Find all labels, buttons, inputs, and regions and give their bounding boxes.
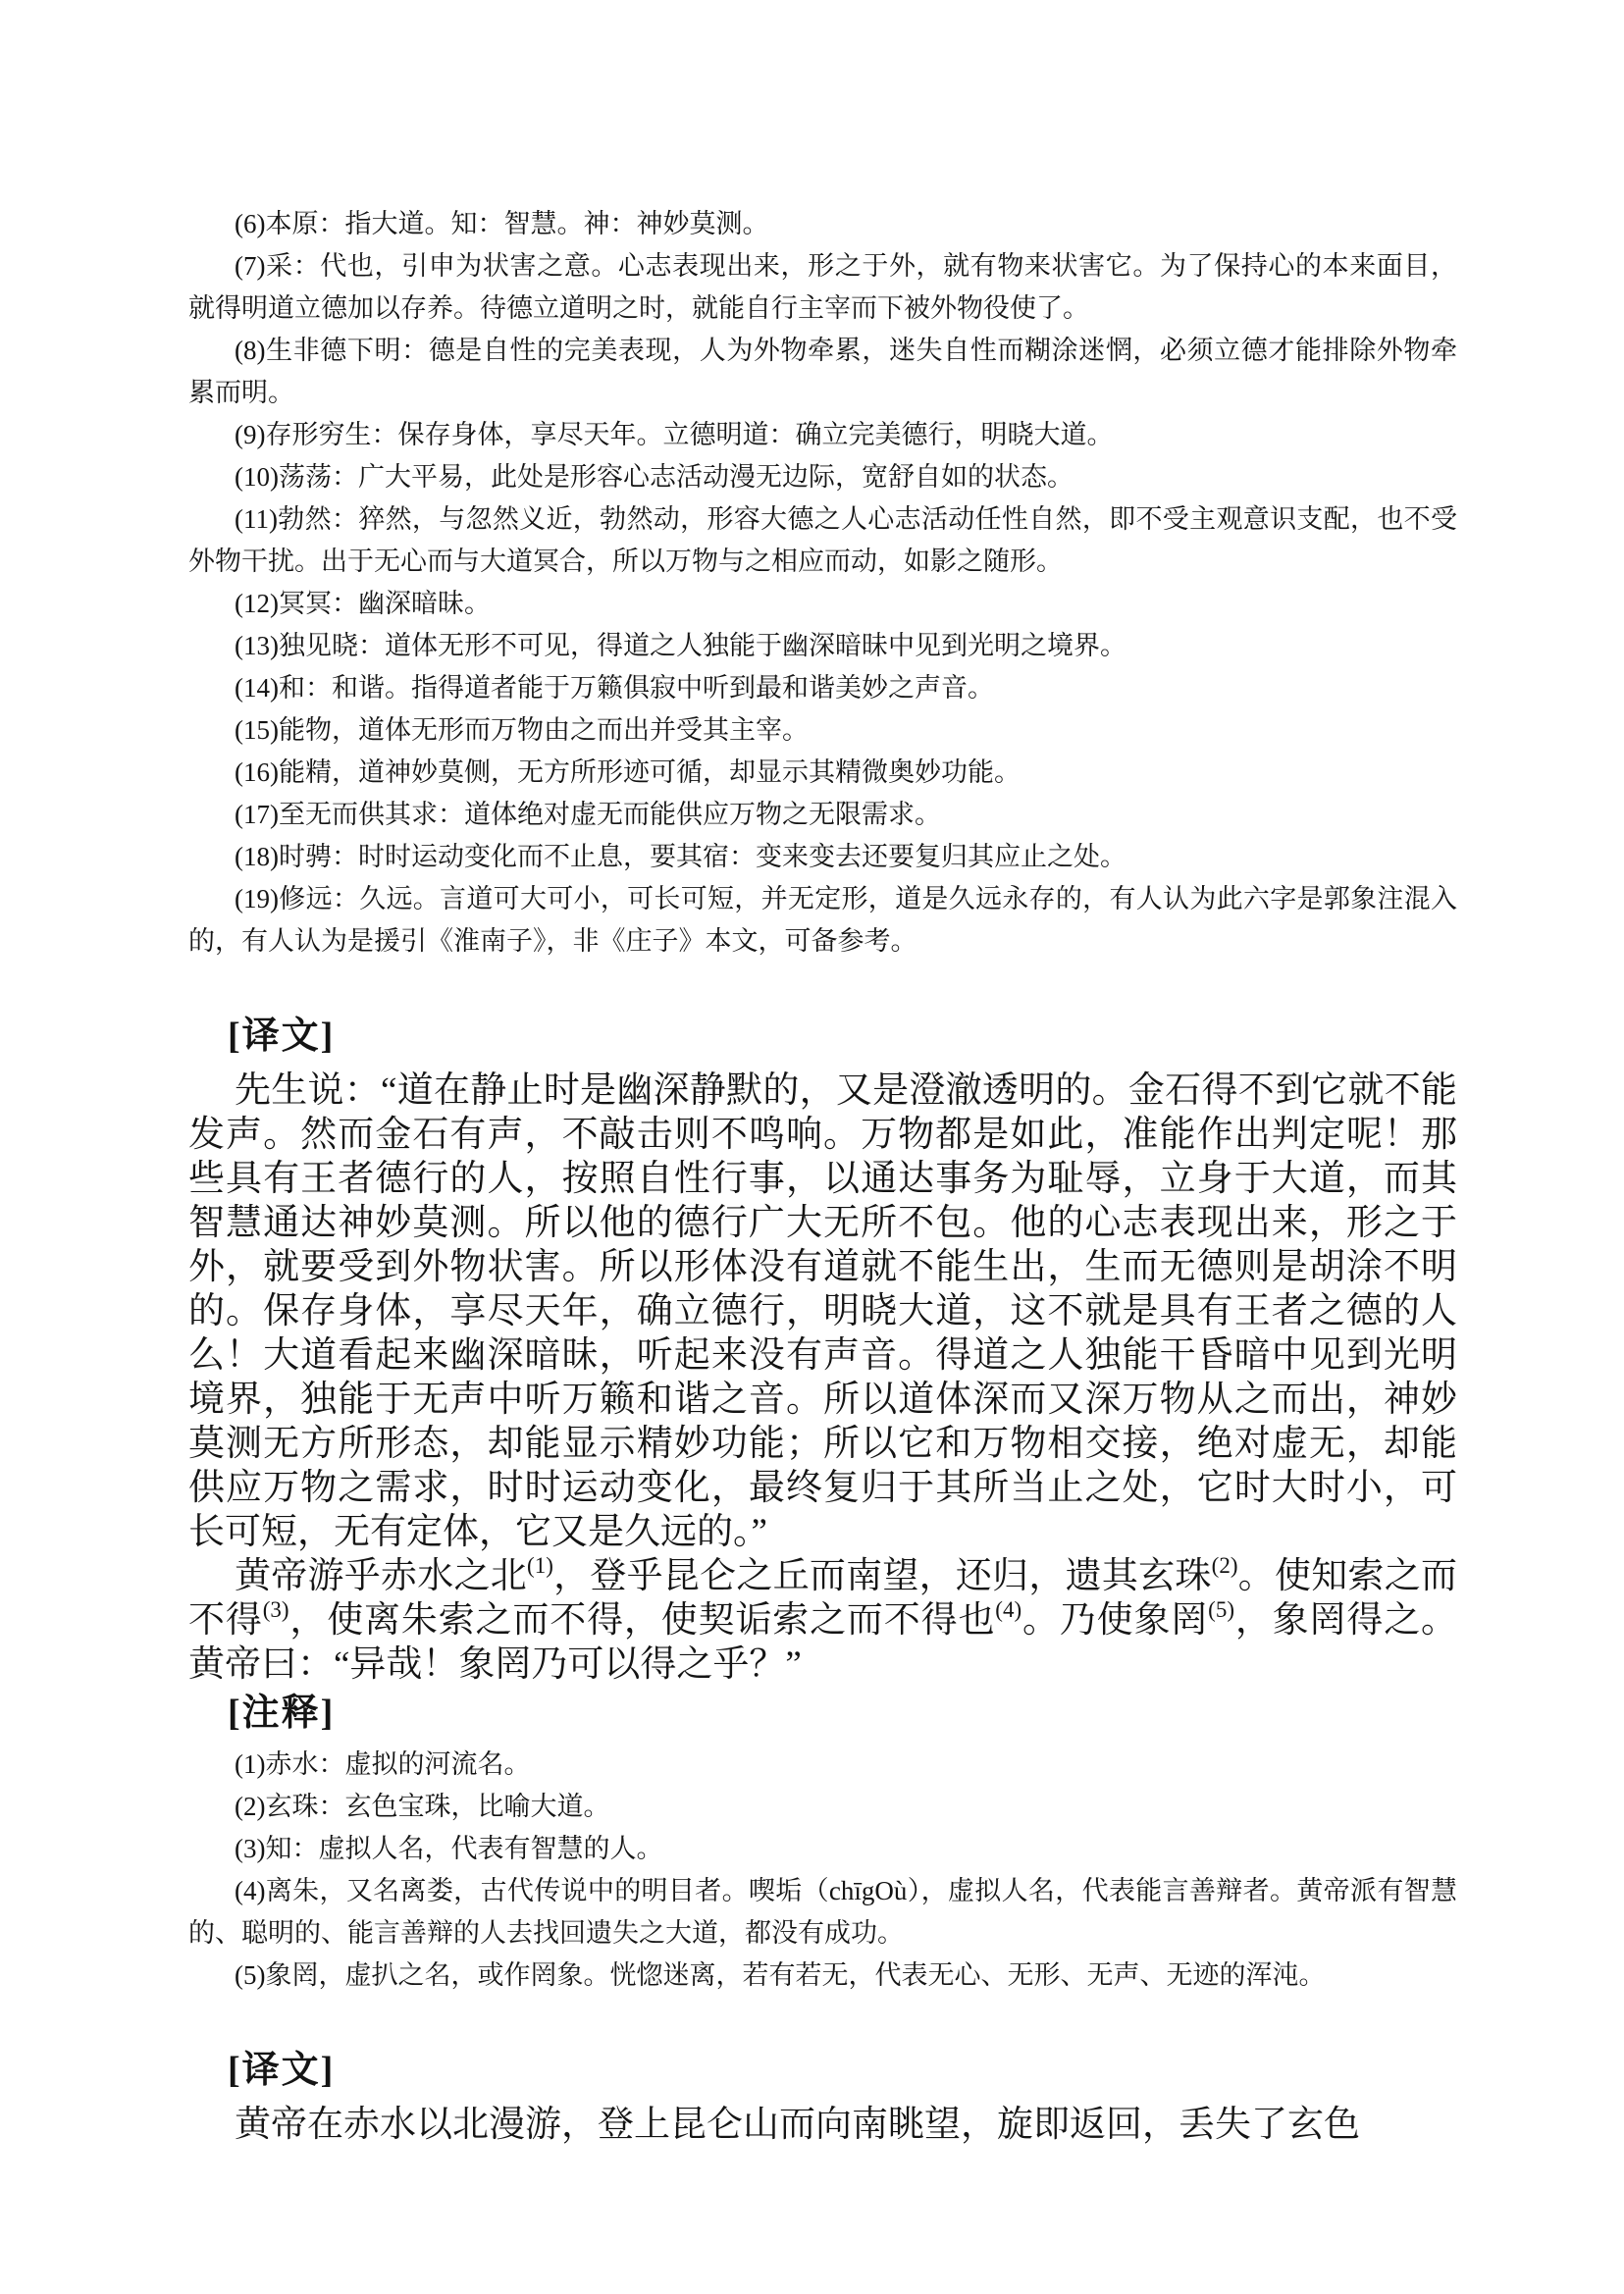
note-ref-4: (4) <box>995 1597 1022 1622</box>
original-text-segment: 黄帝游乎赤水之北 <box>235 1556 528 1596</box>
section-heading-translation-2: [译文] <box>228 2050 336 2091</box>
note-item-8: (8)生非德下明：德是自性的完美表现，人为外物牵累，迷失自性而糊涂迷惘，必须立德才能排除外物牵累而明。 <box>188 336 1457 407</box>
note-item-15: (15)能物，道体无形而万物由之而出并受其主宰。 <box>235 715 809 745</box>
note-item-2: (2)玄珠：玄色宝珠，比喻大道。 <box>235 1792 610 1821</box>
section-heading-annotations: [注释] <box>228 1693 336 1734</box>
annotation-list-lower <box>188 1744 1457 1997</box>
note-item-3: (3)知：虚拟人名，代表有智慧的人。 <box>235 1834 663 1863</box>
original-text-segment: 。使知索之而不得 <box>188 1556 1458 1641</box>
translation-paragraph-2: 黄帝在赤水以北漫游，登上昆仑山而向南眺望，旋即返回，丢失了玄色 <box>235 2105 1360 2145</box>
note-item-14: (14)和：和谐。指得道者能于万籁俱寂中听到最和谐美妙之声音。 <box>235 673 994 703</box>
note-item-9: (9)存形穷生：保存身体，享尽天年。立德明道：确立完美德行，明晓大道。 <box>235 420 1114 449</box>
note-item-10: (10)荡荡：广大平易，此处是形容心志活动漫无边际，宽舒自如的状态。 <box>235 462 1074 492</box>
original-text-segment: ，使离朱索之而不得，使契诟索之而不得也 <box>288 1600 996 1641</box>
note-ref-2: (2) <box>1211 1553 1238 1578</box>
note-item-12: (12)冥冥：幽深暗昧。 <box>235 589 491 618</box>
note-item-19: (19)修远：久远。言道可大可小，可长可短，并无定形，道是久远永存的，有人认为此六字是郭象注混入的，有人认为是援引《淮南子》，非《庄子》本文，可备参考。 <box>188 884 1457 956</box>
note-item-11: (11)勃然：猝然，与忽然义近，勃然动，形容大德之人心志活动任性自然，即不受主观意识支配，也不受外物干扰。出于无心而与大道冥合，所以万物与之相应而动，如影之随形。 <box>188 504 1457 576</box>
original-text-segment: ，登乎昆仑之丘而南望，还归，遗其玄珠 <box>552 1556 1212 1596</box>
annotation-list-upper <box>188 203 1457 963</box>
note-item-17: (17)至无而供其求：道体绝对虚无而能供应万物之无限需求。 <box>235 800 941 829</box>
note-item-13: (13)独见晓：道体无形不可见，得道之人独能于幽深暗昧中见到光明之境界。 <box>235 631 1126 660</box>
note-ref-5: (5) <box>1208 1597 1234 1622</box>
note-item-16: (16)能精，道神妙莫侧，无方所形迹可循，却显示其精微奥妙功能。 <box>235 757 1021 787</box>
translation-paragraph-1: 先生说：“道在静止时是幽深静默的，又是澄澈透明的。金石得不到它就不能发声。然而金石有声，不敲击则不鸣响。万物都是如此，准能作出判定呢！那些具有王者德行的人，按照自性行事，以通达事务为耻辱，立身于大道，而其智慧通达神妙莫测。所以他的德行广大无所不包。他的心志表现出来，形之于外，就要受到外物状害。所以形体没有道就不能生出，生而无德则是胡涂不明的。保存身体，享尽天年，确立德行，明晓大道，这不就是具有王者之德的人么！大道看起来幽深暗昧，听起来没有声音。得道之人独能干昏暗中见到光明境界，独能于无声中听万籁和谐之音。所以道体深而又深万物从之而出，神妙莫测无方所形态，却能显示精妙功能；所以它和万物相交接，绝对虚无，却能供应万物之需求，时时运动变化，最终复归于其所当止之处，它时大时小，可长可短，无有定体，它又是久远的。” <box>188 1070 1457 1552</box>
note-item-1: (1)赤水：虚拟的河流名。 <box>235 1749 531 1779</box>
note-item-5: (5)象罔，虚扒之名，或作罔象。恍惚迷离，若有若无，代表无心、无形、无声、无迹的浑沌。 <box>235 1960 1326 1990</box>
note-item-6: (6)本原：指大道。知：智慧。神：神妙莫测。 <box>235 209 769 238</box>
original-text-paragraph <box>188 1554 1457 1687</box>
note-ref-3: (3) <box>262 1597 289 1622</box>
original-text-segment: ，象罔得之。黄帝曰：“异哉！象罔乃可以得之乎？” <box>188 1600 1458 1685</box>
note-ref-1: (1) <box>527 1553 553 1578</box>
original-text-segment: 。乃使象罔 <box>1022 1600 1209 1641</box>
note-item-7: (7)采：代也，引申为状害之意。心志表现出来，形之于外，就有物来状害它。为了保持心的本来面目，就得明道立德加以存养。待德立道明之时，就能自行主宰而下被外物役使了。 <box>188 251 1457 323</box>
note-item-4: (4)离朱，又名离娄，古代传说中的明目者。喫垢（chīgOù），虚拟人名，代表能言善辩者。黄帝派有智慧的、聪明的、能言善辩的人去找回遗失之大道，都没有成功。 <box>188 1876 1457 1948</box>
section-heading-translation-1: [译文] <box>228 1016 336 1057</box>
note-item-18: (18)时骋：时时运动变化而不止息，要其宿：变来变去还要复归其应止之处。 <box>235 842 1126 871</box>
